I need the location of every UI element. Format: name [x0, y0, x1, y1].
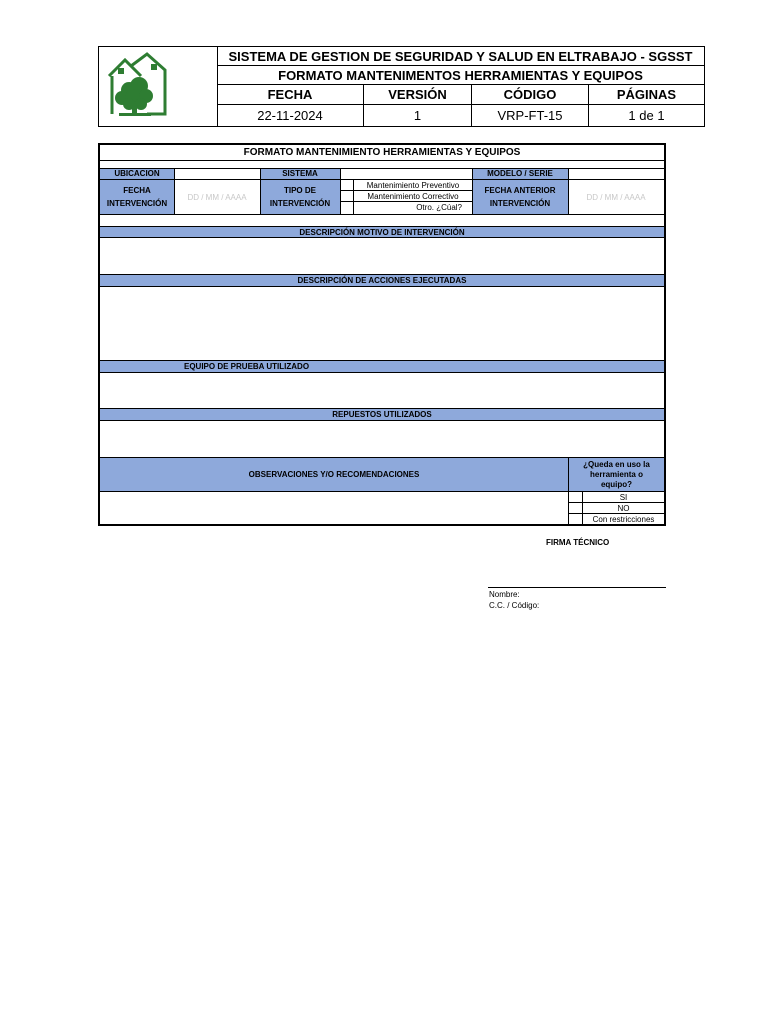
- version-label: VERSIÓN: [364, 85, 472, 104]
- observaciones-field[interactable]: [100, 492, 568, 524]
- system-title: SISTEMA DE GESTION DE SEGURIDAD Y SALUD EN ELTRABAJO - SGSST: [217, 47, 704, 66]
- otro-checkbox[interactable]: [340, 202, 354, 214]
- cc-codigo-label: C.C. / Código:: [489, 601, 540, 610]
- sistema-label: SISTEMA: [260, 168, 340, 179]
- version-value: 1: [364, 105, 472, 126]
- fecha-label: FECHA: [217, 85, 364, 104]
- fecha-value: 22-11-2024: [217, 105, 364, 126]
- nombre-label: Nombre:: [489, 590, 520, 599]
- header-labels-row: [217, 85, 704, 105]
- form-title: FORMATO MANTENIMIENTO HERRAMIENTAS Y EQUIPOS: [243, 147, 521, 158]
- logo-cell: [99, 47, 218, 126]
- no-option: NO: [617, 503, 630, 513]
- repuestos-field[interactable]: [100, 421, 664, 457]
- correctivo-option: Mantenimiento Correctivo: [354, 191, 472, 202]
- house-tree-logo-icon: [107, 52, 167, 122]
- equipo-prueba-field[interactable]: [100, 373, 664, 408]
- descripcion-acciones-field[interactable]: [100, 287, 664, 360]
- fecha-intervencion-label: FECHA INTERVENCIÓN: [100, 180, 174, 214]
- preventivo-checkbox[interactable]: [340, 180, 354, 191]
- equipo-prueba-header: EQUIPO DE PRUEBA UTILIZADO: [100, 361, 664, 372]
- codigo-label: CÓDIGO: [472, 85, 589, 104]
- no-checkbox[interactable]: [569, 503, 582, 513]
- ubicacion-label: UBICACION: [100, 168, 174, 179]
- tipo-intervencion-label: TIPO DE INTERVENCIÓN: [260, 180, 340, 214]
- correctivo-checkbox[interactable]: [340, 191, 354, 202]
- descripcion-acciones-header: DESCRIPCIÓN DE ACCIONES EJECUTADAS: [100, 275, 664, 286]
- format-title: FORMATO MANTENIMENTOS HERRAMIENTAS Y EQUIPOS: [217, 66, 704, 85]
- preventivo-option: Mantenimiento Preventivo: [354, 180, 472, 191]
- descripcion-motivo-field[interactable]: [100, 238, 664, 274]
- codigo-value: VRP-FT-15: [472, 105, 589, 126]
- document-header: [98, 46, 705, 127]
- repuestos-header: REPUESTOS UTILIZADOS: [100, 409, 664, 420]
- queda-en-uso-header: ¿Queda en uso la herramienta o equipo?: [568, 458, 664, 491]
- si-option: SI: [619, 492, 628, 502]
- con-restricciones-option: Con restricciones: [592, 514, 655, 524]
- firma-tecnico-title: FIRMA TÉCNICO: [546, 538, 610, 547]
- otro-option: Otro. ¿Cúal?: [416, 203, 462, 212]
- header-values-row: [217, 105, 704, 126]
- descripcion-motivo-header: DESCRIPCIÓN MOTIVO DE INTERVENCIÓN: [100, 227, 664, 237]
- modelo-serie-field[interactable]: [568, 168, 664, 179]
- fecha-anterior-label: FECHA ANTERIOR INTERVENCIÓN: [472, 180, 568, 214]
- ubicacion-field[interactable]: [174, 168, 260, 179]
- maintenance-form: [98, 143, 666, 526]
- fecha-intervencion-field[interactable]: DD / MM / AAAA: [187, 192, 247, 202]
- modelo-serie-label: MODELO / SERIE: [472, 168, 568, 179]
- sistema-field[interactable]: [340, 168, 472, 179]
- si-checkbox[interactable]: [569, 492, 582, 502]
- paginas-value: 1 de 1: [628, 108, 665, 123]
- con-restricciones-checkbox[interactable]: [569, 514, 582, 524]
- observaciones-header: OBSERVACIONES Y/O RECOMENDACIONES: [100, 458, 568, 491]
- paginas-label: PÁGINAS: [616, 87, 677, 102]
- fecha-anterior-field[interactable]: DD / MM / AAAA: [586, 192, 646, 202]
- signature-line[interactable]: [488, 587, 666, 588]
